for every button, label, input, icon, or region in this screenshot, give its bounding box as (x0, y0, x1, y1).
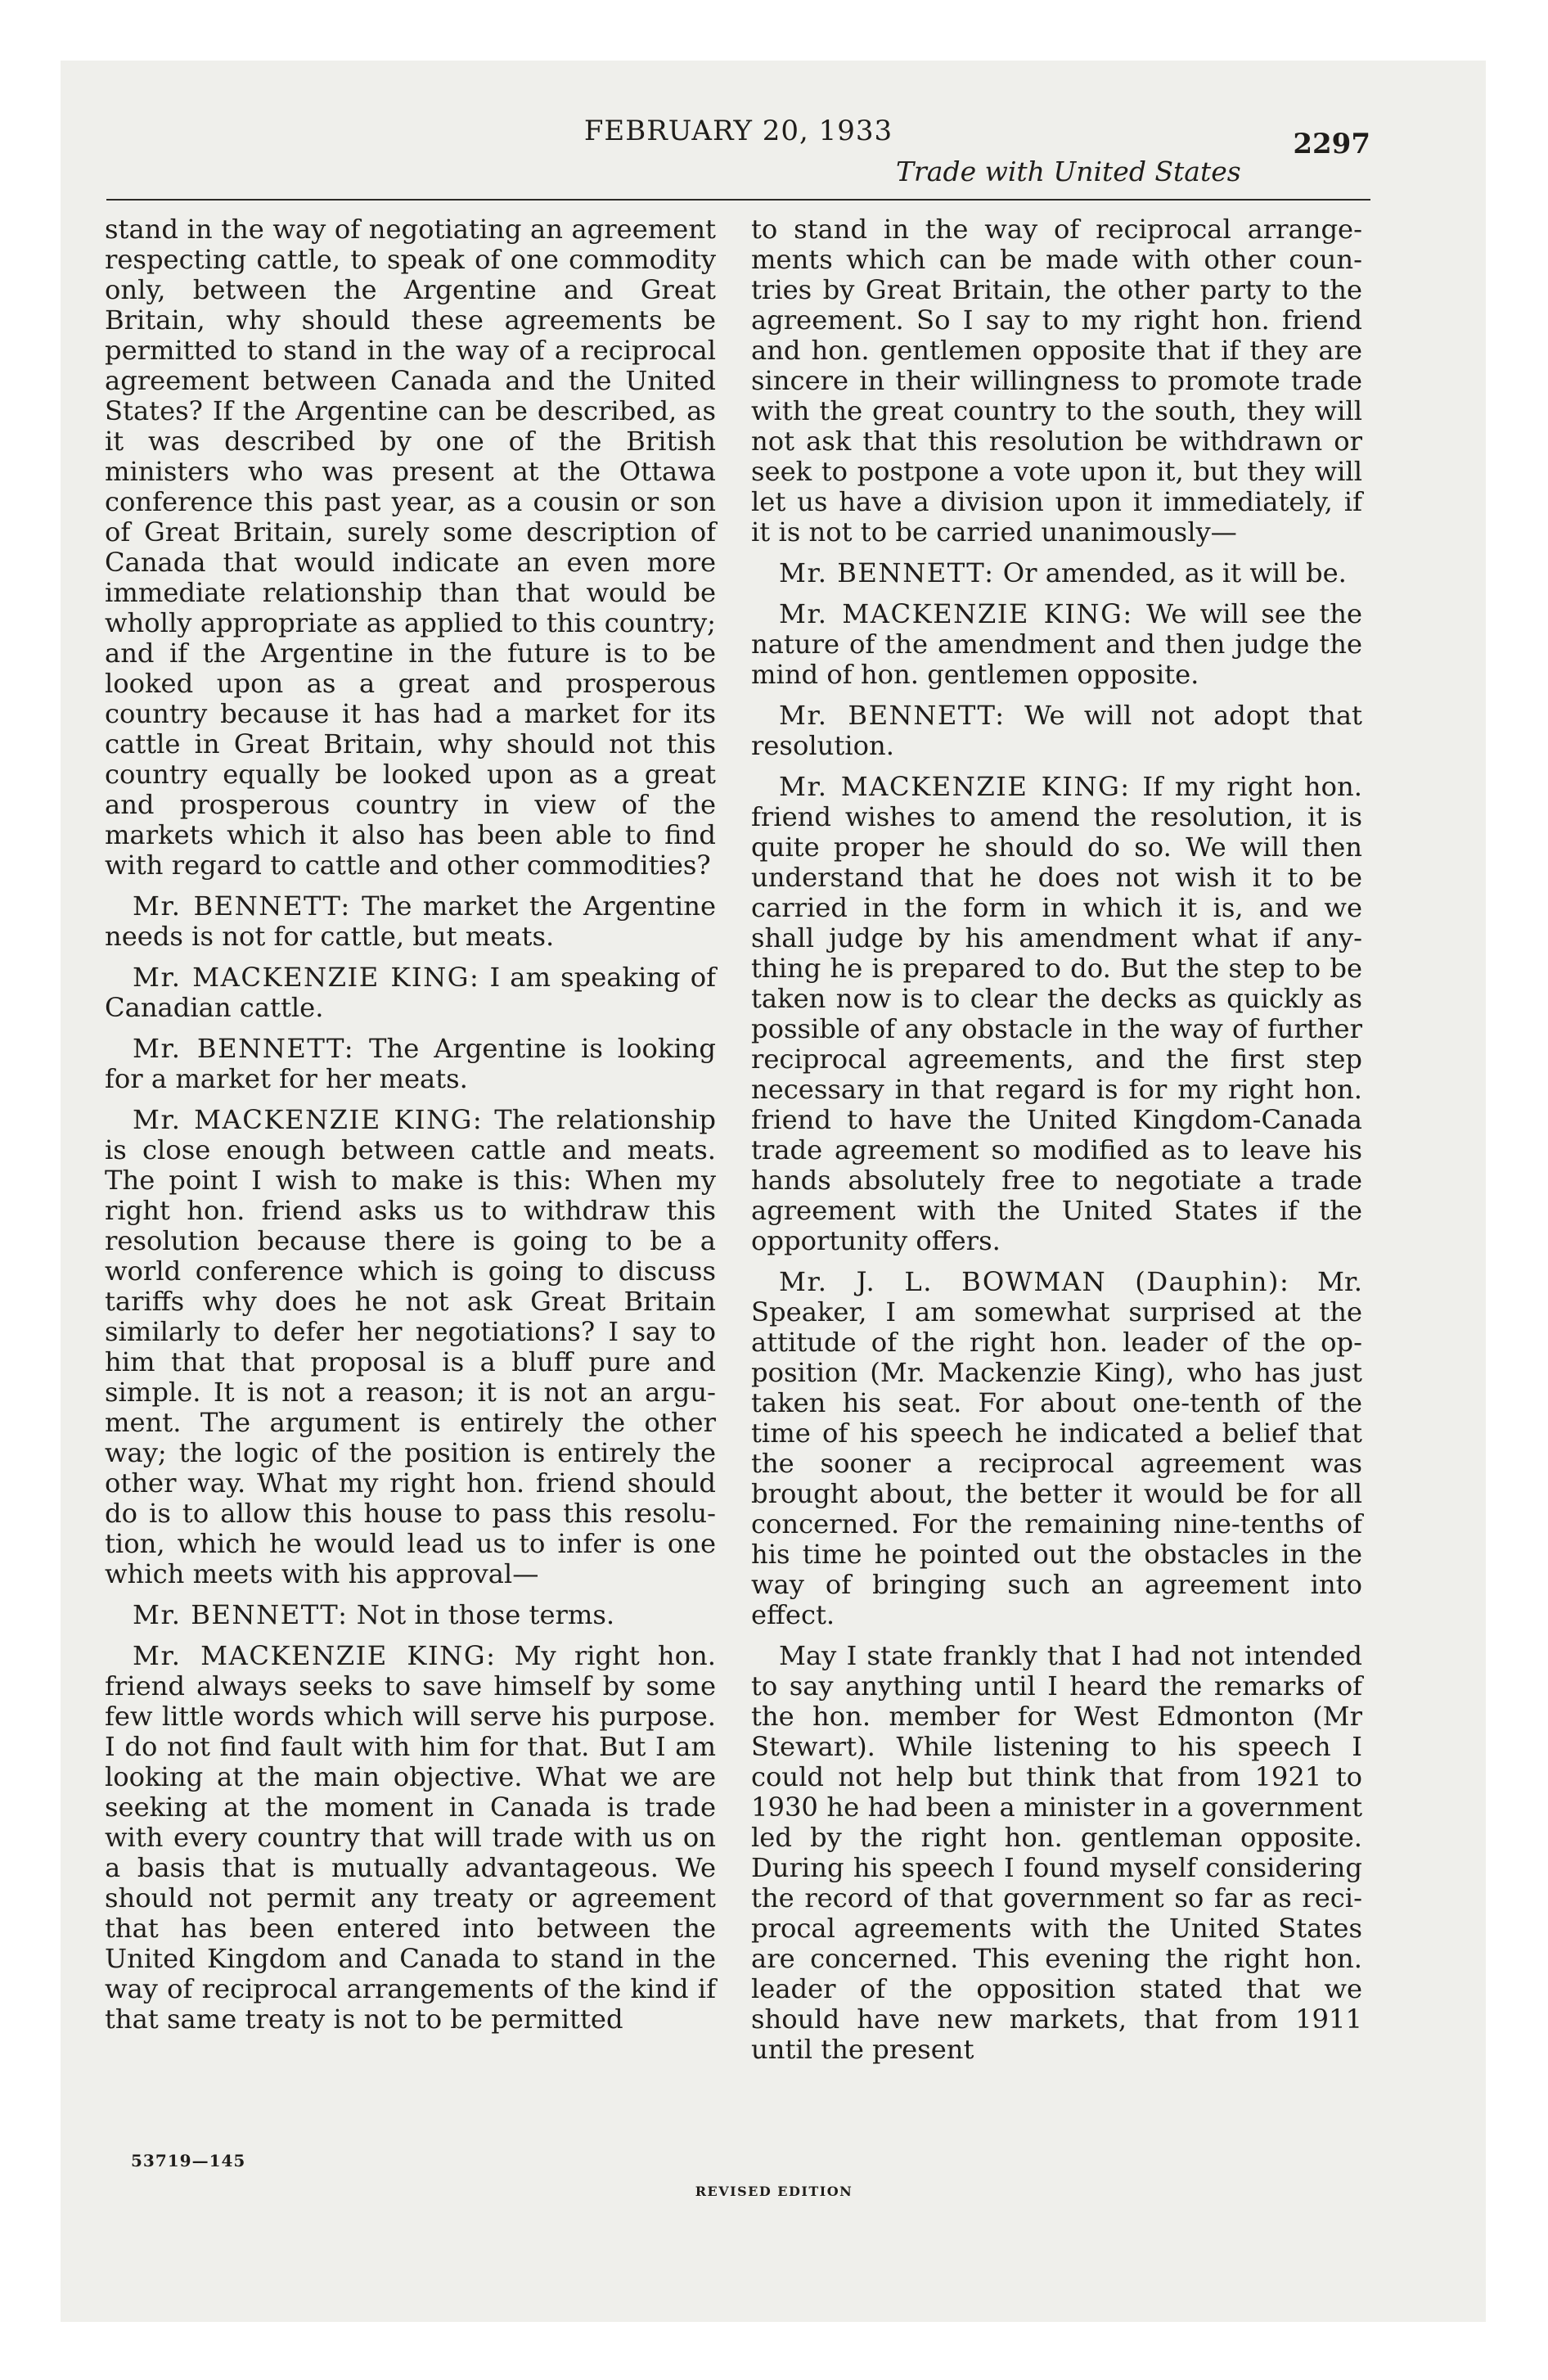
paragraph (105, 962, 716, 1023)
speaker-name: Mr. MACKENZIE KING: (133, 962, 480, 993)
speaker-name: Mr. MACKENZIE KING: (779, 771, 1131, 802)
speaker-name: Mr. BENNETT: (779, 700, 1006, 731)
paragraph-text: Or amended, as it will be. (1002, 557, 1347, 588)
right-column (751, 214, 1362, 2076)
speaker-name: Mr. MACKENZIE KING: (133, 1640, 497, 1671)
paragraph-text: We will not adopt that resolution. (751, 700, 1362, 761)
paragraph (751, 1267, 1362, 1630)
paragraph (105, 214, 716, 881)
paragraph (751, 558, 1362, 588)
paragraph-text: The Argentine is looking for a market for her meats. (105, 1033, 716, 1094)
speaker-name: Mr. MACKENZIE KING: (779, 598, 1133, 629)
paragraph (751, 701, 1362, 761)
paragraph-text: Mr. Speaker, I am somewhat surprised at the attitude of the right hon. leader of the opposition (Mr. Mackenzie King), who has just taken his seat. For about one-tenth of the time of his speech he indicated a belief that the sooner a reciprocal agreement was brought about, the better it would be for all concerned. For the remaining nine-tenths of his time he pointed out the obstacles in the way of bringing such an agreement into effect. (751, 1266, 1362, 1630)
paragraph (105, 1600, 716, 1630)
paragraph-text: My right hon. friend always seeks to save himself by some few little words which will serve his purpose. I do not find fault with him for that. But I am looking at the main objective. What we are seeking at the moment in Canada is trade with every country that will trade with us on a basis that is mutually advantageous. We should not permit any treaty or agreement that has been entered into between the United Kingdom and Canada to stand in the way of reciprocal arrangements of the kind if that same treaty is not to be permitted (105, 1640, 716, 2035)
left-column (105, 214, 716, 2045)
paragraph (105, 1034, 716, 1094)
speaker-name: Mr. MACKENZIE KING: (133, 1104, 484, 1135)
paragraph-text: I am speaking of Canadian cattle. (105, 962, 716, 1023)
paragraph (751, 772, 1362, 1256)
speaker-name: Mr. BENNETT: (133, 890, 351, 922)
edition-label: REVISED EDITION (695, 2184, 853, 2199)
paragraph (105, 1105, 716, 1589)
paragraph-text: If my right hon. friend wishes to amend the resolution, it is quite proper he should do so. We will then understand that he does not wish it to be carried in the form in which it is, and we shall judge by his amendment what if anything he is prepared to do. But the step to be taken now is to clear the decks as quickly as possible of any obstacle in the way of further reciprocal agreements, and the first step necessary in that regard is for my right hon. friend to have the United Kingdom-Canada trade agreement so modified as to leave his hands absolutely free to negotiate a trade agreement with the United States if the opportunity offers. (751, 771, 1362, 1256)
paragraph-text: May I state frankly that I had not intended to say anything until I heard the remarks of the hon. member for West Edmonton (Mr Stewart). While listening to his speech I could not help but think that from 1921 to 1930 he had been a minister in a government led by the right hon. gentleman opposite. During his speech I found myself considering the record of that government so far as reciprocal agreements with the United States are concerned. This evening the right hon. leader of the opposition stated that we should have new markets, that from 1911 until the present (751, 1640, 1362, 2065)
speaker-name: Mr. BENNETT: (133, 1033, 355, 1064)
paragraph (751, 1641, 1362, 2065)
speaker-name: Mr. BENNETT: (133, 1599, 349, 1630)
speaker-name: Mr. J. L. BOWMAN (Dauphin): (779, 1266, 1290, 1297)
paragraph (751, 214, 1362, 548)
paragraph-text: The market the Argentine needs is not for cattle, but meats. (105, 890, 716, 952)
paragraph-text: We will see the nature of the amendment and then judge the mind of hon. gentlemen opposite. (751, 598, 1362, 690)
page-number: 2297 (1293, 128, 1370, 160)
page-date: FEBRUARY 20, 1933 (583, 115, 893, 147)
paragraph (751, 599, 1362, 690)
paragraph (105, 1641, 716, 2035)
section-title: Trade with United States (896, 156, 1241, 187)
paragraph-text: The relationship is close enough between cattle and meats. The point I wish to make is this: When my right hon. friend asks us to withdraw this resolution because there is going to be a world conference which is going to discuss tariffs why does he not ask Great Britain similarly to defer her negotiations? I say to him that that proposal is a bluff pure and simple. It is not a reason; it is not an argument. The argument is entirely the other way; the logic of the position is entirely the other way. What my right hon. friend should do is to allow this house to pass this resolution, which he would lead us to infer is one which meets with his approval— (105, 1104, 716, 1589)
paragraph-text: to stand in the way of reciprocal arrangements which can be made with other countries by Great Britain, the other party to the agreement. So I say to my right hon. friend and hon. gentlemen opposite that if they are sincere in their willingness to promote trade with the great country to the south, they will not ask that this resolution be withdrawn or seek to postpone a vote upon it, but they will let us have a division upon it immediately, if it is not to be carried unanimously— (751, 214, 1362, 548)
paragraph-text: Not in those terms. (356, 1599, 615, 1630)
paragraph-text: stand in the way of negotiating an agreement respecting cattle, to speak of one commodity only, between the Argentine and Great Britain, why should these agreements be permitted to stand in the way of a reciprocal agreement between Canada and the United States? If the Argentine can be described, as it was described by one of the British ministers who was present at the Ottawa conference this past year, as a cousin or son of Great Britain, surely some description of Canada that would indicate an even more immediate relationship than that would be wholly appropriate as applied to this country; and if the Argentine in the future is to be looked upon as a great and prosperous country because it has had a market for its cattle in Great Britain, why should not this country equally be looked upon as a great and prosperous country in view of the markets which it also has been able to find with regard to cattle and other commodities? (105, 214, 716, 881)
header-rule (106, 199, 1370, 201)
print-code: 53719—145 (131, 2151, 246, 2170)
paragraph (105, 891, 716, 952)
page-header (106, 115, 1370, 187)
speaker-name: Mr. BENNETT: (779, 557, 995, 588)
